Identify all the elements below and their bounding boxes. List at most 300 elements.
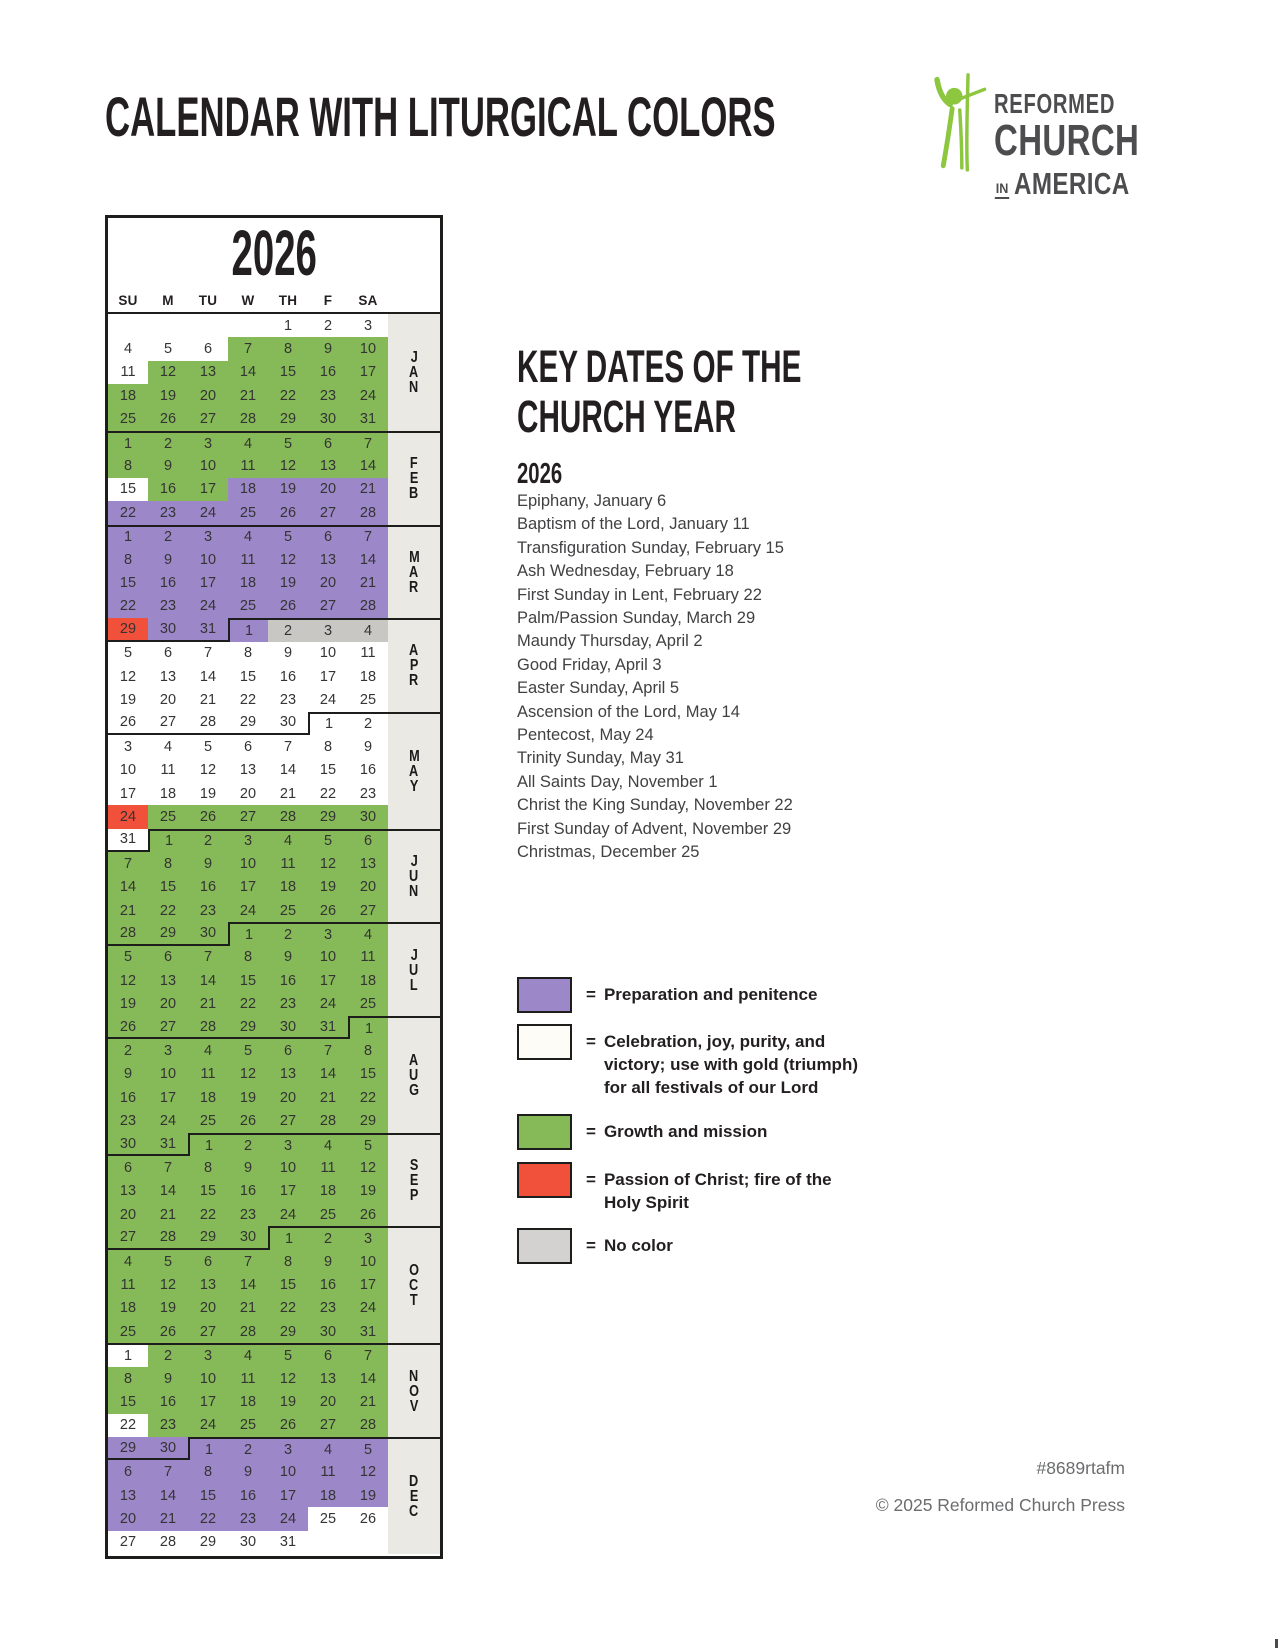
- day-cell: 18: [228, 1390, 268, 1413]
- day-cell: 19: [268, 478, 308, 501]
- day-cell: 4: [228, 431, 268, 454]
- day-cell: 14: [348, 454, 388, 477]
- day-cell: 25: [228, 595, 268, 618]
- day-cell: 8: [348, 1039, 388, 1062]
- day-cell: 29: [228, 1016, 268, 1039]
- day-cell: 27: [308, 1414, 348, 1437]
- day-cell: 12: [148, 361, 188, 384]
- day-cell: 19: [108, 688, 148, 711]
- key-dates-year: 2026: [517, 458, 563, 490]
- dayname-sa: SA: [358, 292, 378, 308]
- day-cell: 6: [108, 1460, 148, 1483]
- day-cell: 2: [148, 1343, 188, 1366]
- day-cell: 6: [308, 1343, 348, 1366]
- day-cell: 21: [148, 1507, 188, 1530]
- day-cell: 8: [268, 1250, 308, 1273]
- day-cell: 1: [268, 1226, 308, 1249]
- key-dates-heading-line2: CHURCH YEAR: [517, 391, 736, 442]
- day-cell: 31: [308, 1016, 348, 1039]
- day-cell: 16: [228, 1180, 268, 1203]
- day-cell: 8: [228, 946, 268, 969]
- day-cell: 29: [188, 1531, 228, 1554]
- day-cell: 15: [268, 1273, 308, 1296]
- day-cell: 7: [348, 1343, 388, 1366]
- day-cell: 28: [268, 805, 308, 828]
- day-cell: 2: [148, 525, 188, 548]
- day-cell: 18: [228, 478, 268, 501]
- day-cell: 2: [268, 618, 308, 641]
- day-cell: 13: [108, 1484, 148, 1507]
- day-cell: 24: [308, 992, 348, 1015]
- calendar-year: 2026: [231, 217, 317, 289]
- rca-figure-cross-icon: [926, 50, 988, 192]
- month-letter: A: [409, 1051, 419, 1069]
- day-cell: 25: [228, 501, 268, 524]
- day-cell: 24: [188, 595, 228, 618]
- day-cell: 4: [108, 337, 148, 360]
- day-cell: 30: [228, 1226, 268, 1249]
- day-cell: 31: [148, 1133, 188, 1156]
- day-cell: 19: [268, 571, 308, 594]
- month-letter: A: [409, 642, 419, 660]
- day-cell: 27: [148, 712, 188, 735]
- month-letter: A: [409, 762, 419, 780]
- day-cell: 15: [228, 665, 268, 688]
- day-cell: 11: [308, 1460, 348, 1483]
- day-cell: 5: [348, 1133, 388, 1156]
- month-letter: J: [410, 348, 418, 366]
- day-cell: 2: [268, 922, 308, 945]
- day-cell: 16: [308, 1273, 348, 1296]
- empty-cell: [308, 1531, 348, 1554]
- day-cell: 21: [348, 478, 388, 501]
- day-cell: 8: [308, 735, 348, 758]
- day-cell: 4: [308, 1437, 348, 1460]
- key-dates-heading: [517, 342, 948, 442]
- day-of-week-header-row: [108, 288, 440, 314]
- day-cell: 13: [268, 1063, 308, 1086]
- day-cell: 16: [108, 1086, 148, 1109]
- day-cell: 6: [308, 431, 348, 454]
- day-cell: 18: [188, 1086, 228, 1109]
- logo-line-in-america: [994, 166, 1278, 202]
- day-cell: 22: [228, 688, 268, 711]
- day-cell: 20: [228, 782, 268, 805]
- day-cell: 4: [268, 829, 308, 852]
- legend-label: [586, 1120, 767, 1143]
- day-cell: 18: [348, 969, 388, 992]
- month-letter: A: [409, 363, 419, 381]
- day-cell: 15: [268, 361, 308, 384]
- day-cell: 6: [228, 735, 268, 758]
- day-cell: 22: [188, 1507, 228, 1530]
- day-cell: 23: [308, 1297, 348, 1320]
- month-letter: S: [409, 1157, 419, 1175]
- day-cell: 11: [228, 1367, 268, 1390]
- day-cell: 5: [228, 1039, 268, 1062]
- key-date-item: Ash Wednesday, February 18: [517, 562, 734, 581]
- day-cell: 3: [188, 431, 228, 454]
- day-cell: 9: [268, 946, 308, 969]
- day-cell: 22: [108, 595, 148, 618]
- legend-equals: =: [586, 1122, 596, 1141]
- day-cell: 21: [188, 992, 228, 1015]
- day-cell: 28: [348, 1414, 388, 1437]
- day-cell: 21: [228, 1297, 268, 1320]
- day-cell: 17: [348, 1273, 388, 1296]
- empty-cell: [148, 314, 188, 337]
- key-dates-heading-line1: KEY DATES OF THE: [517, 341, 802, 392]
- day-cell: 2: [308, 1226, 348, 1249]
- day-cell: 20: [308, 571, 348, 594]
- day-cell: 31: [348, 1320, 388, 1343]
- day-cell: 27: [108, 1531, 148, 1554]
- month-label-jan: [388, 314, 440, 431]
- day-cell: 17: [108, 782, 148, 805]
- month-letter: J: [410, 853, 418, 870]
- footer-item-code: #8689rtafm: [1036, 1458, 1125, 1478]
- day-cell: 3: [188, 1343, 228, 1366]
- day-cell: 13: [308, 1367, 348, 1390]
- day-cell: 21: [308, 1086, 348, 1109]
- day-cell: 26: [268, 501, 308, 524]
- day-cell: 22: [228, 992, 268, 1015]
- day-cell: 3: [348, 314, 388, 337]
- day-cell: 3: [268, 1437, 308, 1460]
- day-cell: 28: [348, 595, 388, 618]
- day-cell: 31: [268, 1531, 308, 1554]
- key-date-item: Epiphany, January 6: [517, 492, 667, 510]
- day-cell: 14: [108, 876, 148, 899]
- day-cell: 1: [108, 431, 148, 454]
- day-cell: 23: [148, 595, 188, 618]
- day-cell: 9: [228, 1460, 268, 1483]
- legend-swatch: [517, 1024, 572, 1060]
- day-cell: 15: [108, 571, 148, 594]
- day-cell: 21: [108, 899, 148, 922]
- dayname-th: TH: [278, 292, 298, 308]
- day-cell: 1: [148, 829, 188, 852]
- month-letter: N: [409, 883, 419, 900]
- day-cell: 22: [188, 1203, 228, 1226]
- day-cell: 20: [308, 1390, 348, 1413]
- day-cell: 5: [108, 946, 148, 969]
- day-cell: 9: [308, 337, 348, 360]
- day-cell: 27: [308, 595, 348, 618]
- calendar-year-header: [108, 218, 440, 288]
- key-date-item: Good Friday, April 3: [517, 655, 662, 674]
- logo-in: IN: [995, 180, 1009, 199]
- key-date-item: Maundy Thursday, April 2: [517, 632, 703, 651]
- legend-text: Celebration, joy, purity, and victory; use with gold (triumph) for all festivals of our Lord: [603, 1032, 858, 1097]
- month-letter: L: [410, 976, 418, 994]
- empty-cell: [108, 314, 148, 337]
- day-cell: 12: [308, 852, 348, 875]
- day-cell: 1: [188, 1133, 228, 1156]
- day-cell: 23: [188, 899, 228, 922]
- day-cell: 17: [348, 361, 388, 384]
- day-cell: 19: [348, 1180, 388, 1203]
- day-cell: 12: [148, 1273, 188, 1296]
- day-cell: 27: [308, 501, 348, 524]
- day-cell: 2: [148, 431, 188, 454]
- day-cell: 12: [228, 1063, 268, 1086]
- day-cell: 9: [308, 1250, 348, 1273]
- day-cell: 17: [228, 876, 268, 899]
- month-letter: N: [409, 1367, 419, 1385]
- day-cell: 15: [228, 969, 268, 992]
- day-cell: 25: [348, 688, 388, 711]
- day-cell: 21: [188, 688, 228, 711]
- day-cell: 27: [348, 899, 388, 922]
- day-cell: 15: [308, 759, 348, 782]
- day-cell: 21: [148, 1203, 188, 1226]
- day-cell: 22: [308, 782, 348, 805]
- month-letter: E: [409, 1488, 419, 1505]
- legend-label: [586, 1234, 673, 1257]
- day-cell: 16: [148, 1390, 188, 1413]
- month-label-oct: [388, 1226, 440, 1343]
- day-cell: 28: [228, 1320, 268, 1343]
- day-cell: 22: [108, 1414, 148, 1437]
- day-cell: 5: [188, 735, 228, 758]
- day-cell: 19: [148, 384, 188, 407]
- key-date-item: Ascension of the Lord, May 14: [517, 702, 740, 721]
- legend-row: [517, 977, 817, 1013]
- day-cell: 10: [188, 454, 228, 477]
- day-cell: 13: [308, 548, 348, 571]
- day-cell: 27: [188, 1320, 228, 1343]
- day-cell: 12: [348, 1156, 388, 1179]
- day-cell: 1: [188, 1437, 228, 1460]
- day-cell: 29: [108, 618, 148, 641]
- key-date-item: First Sunday of Advent, November 29: [517, 819, 792, 838]
- month-label-nov: [388, 1343, 440, 1437]
- calendar-grid: [108, 314, 388, 1554]
- day-cell: 16: [268, 665, 308, 688]
- month-label-feb: [388, 431, 440, 525]
- month-label-may: [388, 712, 440, 829]
- day-cell: 4: [228, 1343, 268, 1366]
- day-cell: 4: [348, 618, 388, 641]
- day-cell: 8: [108, 1367, 148, 1390]
- month-letter: F: [410, 455, 418, 473]
- day-cell: 17: [188, 1390, 228, 1413]
- key-date-item: Palm/Passion Sunday, March 29: [517, 609, 756, 628]
- day-cell: 18: [348, 665, 388, 688]
- month-letter: R: [409, 578, 419, 596]
- day-cell: 11: [228, 548, 268, 571]
- day-cell: 5: [348, 1437, 388, 1460]
- legend-label: [586, 1030, 858, 1099]
- day-cell: 8: [108, 548, 148, 571]
- day-cell: 23: [148, 501, 188, 524]
- legend-equals: =: [586, 985, 596, 1004]
- day-cell: 12: [108, 969, 148, 992]
- day-cell: 24: [268, 1507, 308, 1530]
- legend-swatch: [517, 1228, 572, 1264]
- day-cell: 11: [228, 454, 268, 477]
- day-cell: 4: [348, 922, 388, 945]
- day-cell: 2: [308, 314, 348, 337]
- day-cell: 7: [188, 642, 228, 665]
- day-cell: 21: [228, 384, 268, 407]
- day-cell: 30: [108, 1133, 148, 1156]
- month-letter: U: [409, 1066, 419, 1084]
- legend-text: Growth and mission: [603, 1122, 768, 1141]
- month-letter: E: [409, 470, 419, 488]
- day-cell: 14: [148, 1484, 188, 1507]
- day-cell: 16: [148, 478, 188, 501]
- day-cell: 3: [308, 922, 348, 945]
- day-cell: 7: [148, 1156, 188, 1179]
- day-cell: 30: [308, 408, 348, 431]
- day-cell: 28: [188, 712, 228, 735]
- day-cell: 22: [268, 384, 308, 407]
- day-cell: 9: [348, 735, 388, 758]
- month-label-aug: [388, 1016, 440, 1133]
- day-cell: 17: [268, 1484, 308, 1507]
- day-cell: 23: [308, 384, 348, 407]
- month-label-jul: [388, 922, 440, 1016]
- day-cell: 14: [268, 759, 308, 782]
- day-cell: 27: [108, 1226, 148, 1249]
- day-cell: 20: [148, 688, 188, 711]
- day-cell: 2: [188, 829, 228, 852]
- day-cell: 20: [308, 478, 348, 501]
- day-cell: 8: [108, 454, 148, 477]
- day-cell: 12: [188, 759, 228, 782]
- month-letter: N: [409, 378, 419, 396]
- legend-row: [517, 1228, 673, 1264]
- month-letter: O: [409, 1262, 419, 1280]
- key-date-item: All Saints Day, November 1: [517, 772, 718, 791]
- day-cell: 30: [228, 1531, 268, 1554]
- legend-text: Passion of Christ; fire of the Holy Spirit: [603, 1170, 832, 1212]
- day-cell: 16: [228, 1484, 268, 1507]
- day-cell: 9: [148, 1367, 188, 1390]
- day-cell: 29: [308, 805, 348, 828]
- day-cell: 5: [308, 829, 348, 852]
- day-cell: 10: [268, 1460, 308, 1483]
- day-cell: 28: [148, 1226, 188, 1249]
- month-label-dec: [388, 1437, 440, 1554]
- day-cell: 3: [108, 735, 148, 758]
- empty-cell: [188, 314, 228, 337]
- day-cell: 16: [348, 759, 388, 782]
- day-cell: 26: [268, 1414, 308, 1437]
- day-cell: 28: [348, 501, 388, 524]
- logo-line-reformed: REFORMED: [994, 88, 1116, 119]
- month-letter: E: [409, 1172, 419, 1190]
- day-cell: 7: [308, 1039, 348, 1062]
- key-date-item: Trinity Sunday, May 31: [517, 749, 684, 768]
- day-cell: 2: [228, 1437, 268, 1460]
- day-cell: 7: [348, 525, 388, 548]
- month-label-mar: [388, 525, 440, 619]
- day-cell: 18: [108, 1297, 148, 1320]
- day-cell: 9: [148, 548, 188, 571]
- dayname-w: W: [241, 292, 255, 308]
- day-cell: 7: [228, 337, 268, 360]
- day-cell: 13: [148, 665, 188, 688]
- month-label-jun: [388, 829, 440, 923]
- day-cell: 11: [148, 759, 188, 782]
- day-cell: 28: [148, 1531, 188, 1554]
- calendar-body: [108, 314, 440, 1554]
- dayname-tu: TU: [198, 292, 218, 308]
- legend-label: [586, 1168, 832, 1214]
- day-cell: 26: [228, 1109, 268, 1132]
- day-cell: 23: [268, 688, 308, 711]
- dayname-m: M: [162, 292, 174, 308]
- legend-label: [586, 983, 817, 1006]
- day-cell: 2: [228, 1133, 268, 1156]
- day-cell: 12: [268, 1367, 308, 1390]
- day-cell: 6: [148, 642, 188, 665]
- day-cell: 26: [148, 408, 188, 431]
- day-cell: 25: [228, 1414, 268, 1437]
- day-cell: 4: [148, 735, 188, 758]
- day-cell: 8: [188, 1156, 228, 1179]
- day-cell: 15: [108, 478, 148, 501]
- key-date-item: Baptism of the Lord, January 11: [517, 515, 750, 534]
- day-cell: 5: [268, 1343, 308, 1366]
- day-cell: 6: [308, 525, 348, 548]
- day-cell: 6: [108, 1156, 148, 1179]
- day-cell: 5: [108, 642, 148, 665]
- day-cell: 19: [188, 782, 228, 805]
- day-cell: 25: [148, 805, 188, 828]
- day-cell: 26: [148, 1320, 188, 1343]
- footer: [876, 1450, 1125, 1524]
- month-label-strip: [388, 314, 440, 1554]
- day-cell: 20: [148, 992, 188, 1015]
- day-cell: 14: [148, 1180, 188, 1203]
- day-cell: 16: [308, 361, 348, 384]
- day-cell: 11: [308, 1156, 348, 1179]
- day-cell: 14: [348, 1367, 388, 1390]
- day-cell: 10: [188, 1367, 228, 1390]
- day-cell: 25: [108, 1320, 148, 1343]
- day-cell: 2: [348, 712, 388, 735]
- day-cell: 15: [348, 1063, 388, 1086]
- day-cell: 30: [148, 1437, 188, 1460]
- day-cell: 25: [308, 1203, 348, 1226]
- day-cell: 23: [148, 1414, 188, 1437]
- day-cell: 19: [228, 1086, 268, 1109]
- day-cell: 13: [188, 1273, 228, 1296]
- day-cell: 23: [108, 1109, 148, 1132]
- day-cell: 28: [308, 1109, 348, 1132]
- day-cell: 5: [268, 525, 308, 548]
- day-cell: 10: [348, 337, 388, 360]
- day-cell: 11: [348, 642, 388, 665]
- key-date-item: First Sunday in Lent, February 22: [517, 585, 762, 604]
- key-date-item: Pentecost, May 24: [517, 726, 654, 745]
- day-cell: 1: [228, 922, 268, 945]
- legend-equals: =: [586, 1170, 596, 1189]
- day-cell: 3: [348, 1226, 388, 1249]
- day-cell: 15: [188, 1180, 228, 1203]
- day-cell: 12: [108, 665, 148, 688]
- day-cell: 15: [108, 1390, 148, 1413]
- day-cell: 26: [308, 899, 348, 922]
- empty-cell: [228, 314, 268, 337]
- day-cell: 14: [348, 548, 388, 571]
- month-letter: J: [410, 946, 418, 964]
- logo-line-church: CHURCH: [994, 116, 1140, 165]
